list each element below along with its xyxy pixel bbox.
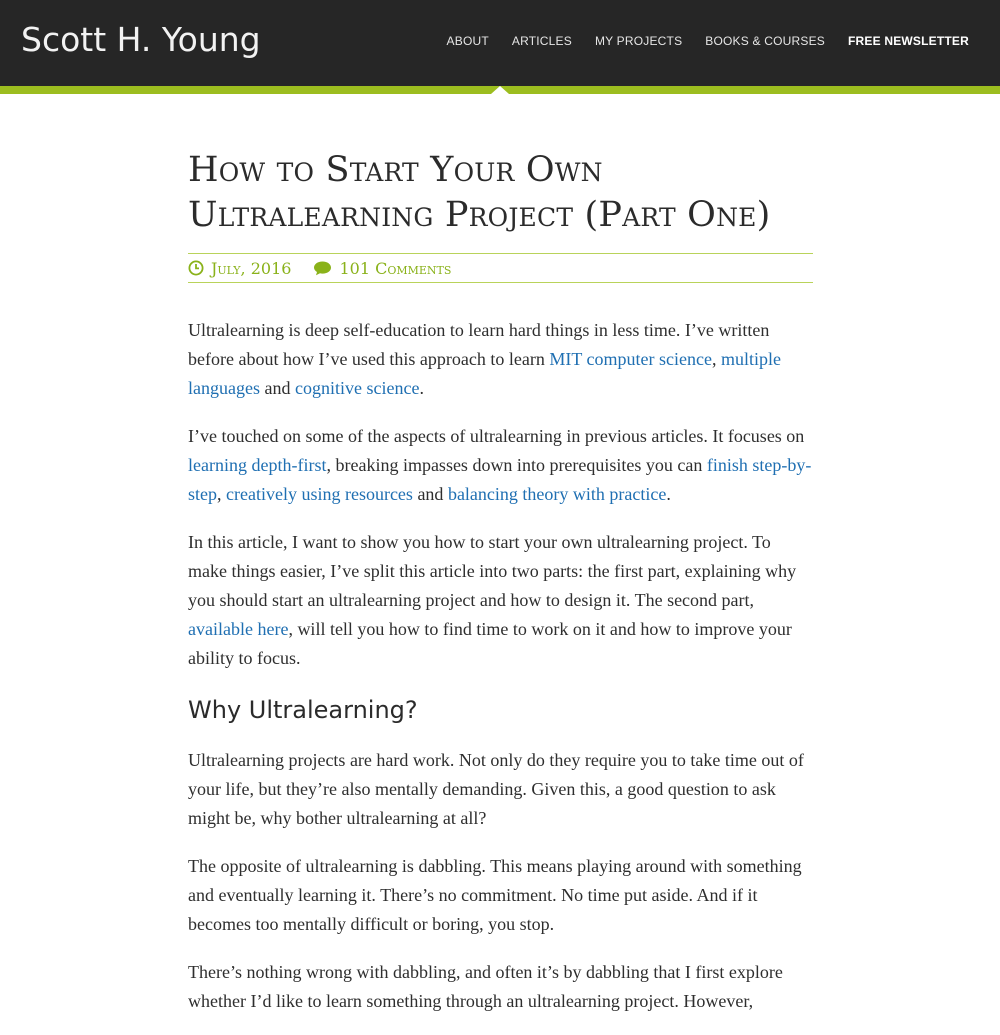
text: Ultralearning is deep self-education to learn hard things in less time. I’ve written before about how I’ve used this approach to learn (188, 320, 770, 369)
paragraph-5: The opposite of ultralearning is dabbling. This means playing around with something and eventually learning it. There’s no commitment. No time put aside. And if it becomes too mentally difficult or boring, you stop. (188, 856, 802, 934)
paragraph-2 (188, 422, 813, 509)
link-multiple-languages[interactable]: multiple languages (188, 349, 781, 398)
post-meta (188, 253, 813, 283)
main-nav (424, 33, 969, 49)
section-heading: Why Ultralearning? (188, 696, 418, 724)
article-body (188, 316, 813, 1016)
text: , breaking impasses down into prerequisites you can (326, 455, 707, 475)
text: , (217, 484, 226, 504)
link-balancing-theory-with-practice[interactable]: balancing theory with practice (447, 484, 667, 504)
text: . (419, 378, 424, 398)
nav-free-newsletter[interactable]: FREE NEWSLETTER (847, 34, 969, 48)
text: In this article, I want to show you how to start your own ultralearning project. To make things easier, I’ve split this article into two parts: the first part, explaining why you should start an ultralearning project and how to design it. The second part, (188, 532, 797, 610)
text: . (666, 484, 671, 504)
article (188, 148, 813, 1035)
text: I’ve touched on some of the aspects of ultralearning in previous articles. It focuses on (188, 426, 805, 446)
post-date-text: July, 2016 (211, 258, 292, 278)
paragraph-4: Ultralearning projects are hard work. Not only do they require you to take time out of your life, but they’re also mentally demanding. Given this, a good question to ask might be, why bother ultralearning at all? (188, 750, 804, 828)
text: and (259, 378, 295, 398)
clock-icon (188, 260, 204, 276)
text: , (711, 349, 721, 369)
post-title: How to Start Your Own Ultralearning Project (Part One) (188, 150, 771, 235)
site-header (0, 0, 1000, 86)
post-comments-count: 101 Comments (339, 258, 452, 278)
post-date[interactable] (188, 259, 291, 278)
nav-about[interactable]: ABOUT (446, 34, 489, 48)
paragraph-6: There’s nothing wrong with dabbling, and often it’s by dabbling that I first explore whether I’d like to learn something through an ultralearning project. However, (188, 962, 783, 1011)
speech-bubble-icon (313, 260, 332, 276)
link-cognitive-science[interactable]: cognitive science (294, 378, 420, 398)
link-mit-computer-science[interactable]: MIT computer science (549, 349, 712, 369)
link-finish-step-by-step[interactable]: finish step-by-step (188, 455, 812, 504)
paragraph-1 (188, 316, 813, 403)
post-comments-link[interactable] (313, 259, 451, 278)
nav-articles[interactable]: ARTICLES (511, 34, 572, 48)
link-creatively-using-resources[interactable]: creatively using resources (226, 484, 413, 504)
link-available-here[interactable]: available here (188, 619, 289, 639)
text: , will tell you how to find time to work on it and how to improve your ability to focus. (188, 619, 792, 668)
text: and (412, 484, 448, 504)
nav-my-projects[interactable]: MY PROJECTS (594, 34, 683, 48)
paragraph-3 (188, 528, 813, 673)
site-logo-title[interactable]: Scott H. Young (21, 20, 261, 59)
nav-active-marker (491, 86, 509, 94)
nav-books-courses[interactable]: BOOKS & COURSES (705, 34, 825, 48)
link-learning-depth-first[interactable]: learning depth-first (188, 455, 327, 475)
